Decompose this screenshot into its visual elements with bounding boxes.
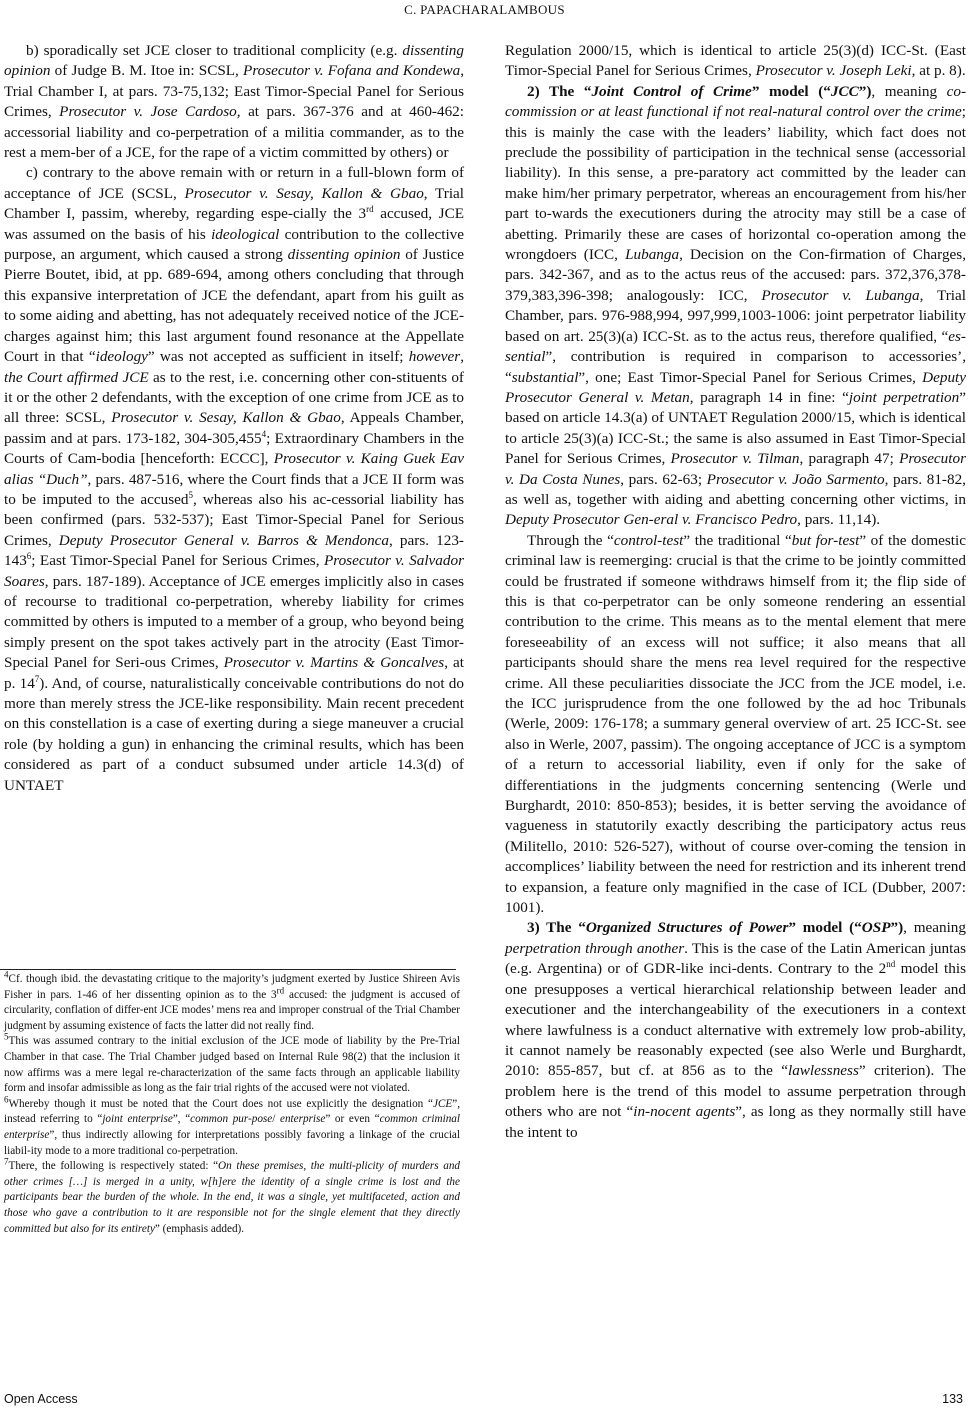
paragraph-osp-model: 3) The “Organized Structures of Power” model (“OSP”), meaning perpetration through another. This is the case of the Latin American juntas (e.g. Argentina) or of GDR-like inci-dents. Contrary to the 2nd model this one presupposes a vertical hierarchical relationship between leader and executioner and the interchangeability of the executioners in a context where lawfulness is a conduct alternative with extremely low prob-ability, it cannot namely be reasonably expected (see also Werle und Burghardt, 2010: 855-857, but cf. at 856 as to the “lawlessness” criterion). The problem here is the trend of this model to assume perpetration through others who are not “in-nocent agents”, as long as they normally still have the intent to [505,919,967,1141]
paragraph-control-test: Through the “control-test” the traditional “but for-test” of the domestic criminal law is reemerging: crucial is that the crime to be jointly committed could be frustrated if someone withdraws himself from it; the flip side of this is that co-perpetrator can be only someone rendering an essential contribution to the crime. This means as to the mental element that mere foreseeability of an excess will not suffice; it also means that all participants should share the mens rea level required for the respective crime. All these peculiarities dissociate the JCC from the JCE model, i.e. the ICC jurisprudence from the one followed by the ad hoc Tribunals (Werle, 2009: 176-178; a summary general overview of art. 25 ICC-St. see also in Werle, 2007, passim). The ongoing acceptance of JCC is a symptom of a return to accessorial liability, even if only for the sake of differentiations in the judgments concerning sentencing (Werle und Burghardt, 2010: 850-853); besides, it is better serving the avoidance of vagueness in statutorily exactly describing the participatory actus reus (Militello, 2010: 526-527), without of course over-coming the tension in accomplices’ liability between the need for restriction and its inherent trend to expansion, a feature only magnified in the case of ICL (Dubber, 2007: 1001). [505,531,966,917]
left-column [4,41,464,796]
running-head: C. PAPACHARALAMBOUS [404,2,565,17]
footnote-5: $^5$This was assumed contrary to the initial exclusion of the JCE mode of liability by the Pre-Trial Chamber in that case. The Trial Chamber judged based on Internal Rule 98(2) that the inclusion it now affirms was a mere legal re-characterization of the same facts through an applicable liability form and insofar admissible as long as the fair trial rights of the accused were not violated. [4,1031,460,1095]
paragraph-b: b) sporadically set JCE closer to traditional complicity (e.g. dissenting opinion of Judge B. M. Itoe in: SCSL, Prosecutor v. Fofana and Kondewa, Trial Chamber I, at pars. 73-75,132; East Timor-Special Panel for Serious Crimes, Prosecutor v. Jose Cardoso, at pars. 367-376 and at 460-462: accessorial liability and co-perpetration of a militia commander, as to the rest a mem-ber of a JCE, for the rape of a victim committed by others) or [4,42,464,162]
paragraph-c: c) contrary to the above remain with or return in a full-blown form of acceptance of JCE (SCSL, Prosecutor v. Sesay, Kallon & Gbao, Trial Chamber I, passim, whereby, regarding espe-cially the 3rd accused, JCE was assumed on the basis of his ideological contribution to the collective purpose, an argument, which caused a strong dissenting opinion of Justice Pierre Boutet, ibid, at pp. 689-694, among others concluding that through this expansive interpretation of JCE the defendant, apart from his guilt as to some aiding and abetting, has not adequately received notice of the JCE-charges against him; this last argument found resonance at the Appellate Court in that “ideology” was not accepted as sufficient in itself; however, the Court affirmed JCE as to the rest, i.e. concerning other con-stituents of it or the other 2 defendants, with the exception of one crime from JCE as to all three: SCSL, Prosecutor v. Sesay, Kallon & Gbao, Appeals Chamber, passim and at pars. 173-182, 304-305,455$^4$; Extraordinary Chambers in the Courts of Cam-bodia [henceforth: ECCC], Prosecutor v. Kaing Guek Eav alias “Duch”, pars. 487-516, where the Court finds that a JCE II form was to be imputed to the accused$^5$, whereas also his ac-cessorial liability has been confirmed (pars. 532-537); East Timor-Special Panel for Serious Crimes, Deputy Prosecutor General v. Barros & Mendonca, pars. $123-143^6$; East Timor-Special Panel for Serious Crimes, Prosecutor v. Salvador Soares, pars. 187-189). Acceptance of JCE emerges implicitly also in cases of recourse to traditional co-perpetration, whereby liability for crimes committed by others is imputed to a member of a group, who beyond being simply present on the spot takes actively part in the atrocity (East Timor-Special Panel for Seri-ous Crimes, Prosecutor v. Martins & Goncalves, at p. $14^7$). And, of course, naturalistically conceivable contributions do not do more than merely stress the JCE-like responsibility. Main recent precedent on this constellation is a case of exerting during a siege maneuver a crucial role (by holding a gun) in enhancing the criminal results, which has been considered as part of a conduct subsumed under article 14.3(d) of UNTAET [4,164,465,794]
page-number: 133 [942,1392,963,1406]
footnote-6: $^6$Whereby though it must be noted that the Court does not use explicitly the designation “JCE”, instead referring to “joint enterprise”, “common pur-pose/ enterprise” or even “common criminal enterprise”, thus indirectly allowing for interpretations possibly favoring a linkage of the crucial liabil-ity mode to a more traditional co-perpetration. [4,1094,461,1157]
footnote-divider [0,969,456,970]
right-column [505,41,966,1143]
paragraph-jcc-model: 2) The “Joint Control of Crime” model (“JCC”), meaning co-commission or at least functional if not real-natural control over the crime; this is mainly the case with the leaders’ liability, which fact does not preclude the possibility of participation in the technical sense (accessorial liability). In this sense, a pre-paratory act committed by the leader can make him/her primary perpetrator, whereas an encouragement from his/her part to-wards the executioners during the atrocity may still be a case of abetting. Primarily these are cases of horizontal co-operation among the wrongdoers (ICC, Lubanga, Decision on the Con-firmation of Charges, pars. 342-367, and as to the actus reus of the accused: pars. 372,376,378-379,383,396-398; analogously: ICC, Prosecutor v. Lubanga, Trial Chamber, pars. 976-988,994, 997,999,1003-1006: joint perpetrator liability based on art. 25(3)(a) ICC-St. as to the actus reus, therefore qualified, “es-sential”, contribution is required in comparison to accessories’, “substantial”, one; East Timor-Special Panel for Serious Crimes, Deputy Prosecutor General v. Metan, paragraph 14 in fine: “joint perpetration” based on article 14.3(a) of UNTAET Regulation 2000/15, which is identical to article 25(3)(a) ICC-St.; the same is also assumed in East Timor-Special Panel for Serious Crimes, Prosecutor v. Tilman, paragraph 47; Prosecutor v. Da Costa Nunes, pars. 62-63; Prosecutor v. João Sarmento, pars. 81-82, as well as, together with aiding and abetting concerning other victims, in Deputy Prosecutor Gen-eral v. Francisco Pedro, pars. 11,14). [505,82,967,529]
footnotes [4,969,461,1237]
footnote-4: $^4$Cf. though ibid. the devastating critique to the majority’s judgment exerted by Justice Shireen Avis Fisher in pars. 1-46 of her dissenting opinion as to the 3rd accused: the judgment is accused of circularity, conflation of differ-ent JCE modes’ mens rea and improper construal of the Trial Chamber judgment by assuming existence of facts the latter did not really find. [4,969,461,1032]
footer-open-access: Open Access [4,1392,78,1406]
paragraph-regulation: Regulation 2000/15, which is identical to article 25(3)(d) ICC-St. (East Timor-Special Panel for Serious Crimes, Prosecutor v. Joseph Leki, at p. 8). [505,42,966,80]
footnote-7: $^7$There, the following is respectively stated: “On these premises, the multi-plicity of murders and other crimes […] is merged in a unity, w[h]ere the identity of a single crime is lost and the participants bear the burden of the whole. In the end, it was a single, yet multifaceted, action and those who gave a contribution to it are responsible not for the single element that they directly committed but also for its entirety” (emphasis added). [4,1156,461,1235]
